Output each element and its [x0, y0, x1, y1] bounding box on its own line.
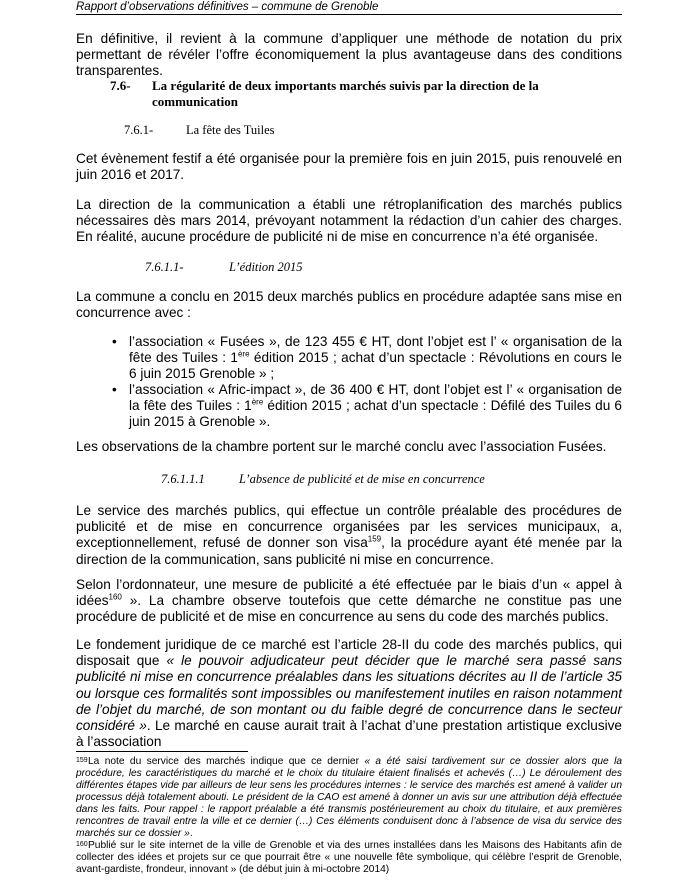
- section-heading-7-6-1: [124, 123, 275, 138]
- section-title: La régularité de deux importants marchés suivis par la direction de la communication: [152, 78, 539, 109]
- section-number: 7.6.1-: [124, 123, 154, 137]
- section-heading-7-6-1-1-1: [161, 472, 485, 487]
- bullet-icon: •: [112, 382, 117, 397]
- section-heading-7-6-1-1: [145, 260, 303, 275]
- section-number: 7.6.1.1-: [145, 260, 184, 274]
- footnote-159: 159 La note du service des marchés indique que ce dernier « a été saisi tardivement sur ce dossier alors que la procédure, les caractéristiques du marché et le choix du titulaire étaient finalisés et achevés (…) Le déroulement des différentes étapes vide par ailleurs de leur sens les procédures internes : le service des marchés est amené à valider un processus déjà totalement abouti. Le président de la CAO est amené à donner un avis sur une attribution déjà effectuée dans les faits. Pour rappel : le rapport préalable a été transmis postérieurement au choix du titulaire, et aux premières rencontres de travail entre la ville et ce dernier (…) Ces éléments conduisent donc à l’absence de visa du service des marchés sur ce dossier ».: [76, 756, 622, 839]
- intro-paragraph: En définitive, il revient à la commune d’appliquer une méthode de notation du prix permettant de révéler l’offre économiquement la plus avantageuse dans des conditions transparentes.: [76, 31, 622, 79]
- legal-quote: « le pouvoir adjudicateur peut décider que le marché sera passé sans publicité ni mise en concurrence préalables dans les situations décrites au II de l’article 35 ou lorsque ces formalités sont impossibles ou manifestement inutiles en raison notamment de l’objet du marché, de son montant ou du faible degré de concurrence dans le secteur considéré »: [76, 653, 622, 734]
- ordonnateur-paragraph: Selon l’ordonnateur, une mesure de publicité a été effectuée par le biais d’un « appel à idées$^{160}$ ». La chambre observe toutefois que cette démarche ne constitue pas une procédure de publicité et de mise en concurrence au sens du code des marchés publics.: [76, 577, 622, 625]
- list-item: • l’association « Afric-impact », de 36 400 € HT, dont l’objet est l’ « organisation de la fête des Tuiles : 1ère édition 2015 ; achat d’un spectacle : Défilé des Tuiles du 6 juin 2015 à Grenoble ».: [112, 382, 622, 429]
- contracts-list: [112, 334, 622, 430]
- legal-basis-paragraph: Le fondement juridique de ce marché est l’article 28-II du code des marchés publics, qui disposait que « le pouvoir adjudicateur peut décider que le marché sera passé sans publicité ni mise en concurrence préalables dans les situations décrites au II de l’article 35 ou lorsque ces formalités sont impossibles ou manifestement inutiles en raison notamment de l’objet du marché, de son montant ou du faible degré de concurrence dans le secteur considéré ». Le marché en cause aurait trait à l’achat d’une prestation artistique exclusive à l’association: [76, 637, 622, 750]
- section-number: 7.6-: [110, 78, 131, 93]
- footnote-160: 160 Publié sur le site internet de la ville de Grenoble et via des urnes installées dans les Maisons des Habitants afin de collecter des idées et projets sur ce que pourrait être « une nouvelle fête symbolique, qui célèbre l’esprit de Grenoble, avant-gardiste, frondeur, innovant » (de début juin à mi-octobre 2014): [76, 840, 622, 875]
- section-title: L’édition 2015: [229, 260, 303, 274]
- section-title: L’absence de publicité et de mise en concurrence: [239, 472, 485, 486]
- running-header: Rapport d’observations définitives – commune de Grenoble: [76, 1, 379, 13]
- bullet-icon: •: [112, 334, 117, 349]
- section-title: La fête des Tuiles: [186, 123, 275, 137]
- footnote-number: 160: [76, 841, 88, 848]
- header-divider: [76, 14, 622, 15]
- list-item: • l’association « Fusées », de 123 455 € HT, dont l’objet est l’ « organisation de la fête des Tuiles : 1ère édition 2015 ; achat d’un spectacle : Révolutions en cours le 6 juin 2015 Grenoble » ;: [112, 334, 622, 381]
- contracts-paragraph: La commune a conclu en 2015 deux marchés publics en procédure adaptée sans mise en concurrence avec :: [76, 289, 622, 321]
- footnote-number: 159: [76, 757, 88, 764]
- retroplanning-paragraph: La direction de la communication a établi une rétroplanification des marchés publics nécessaires dès mars 2014, prévoyant notamment la rédaction d’un cahier des charges. En réalité, aucune procédure de publicité ni de mise en concurrence n’a été organisée.: [76, 197, 622, 245]
- observations-paragraph: Les observations de la chambre portent sur le marché conclu avec l’association Fusées.: [76, 439, 607, 454]
- footnote-ref-160[interactable]: 160: [108, 592, 122, 602]
- footnote-ref-159[interactable]: 159: [367, 534, 382, 544]
- footnote-divider: [76, 751, 248, 752]
- section-heading-7-6: [110, 78, 622, 109]
- service-paragraph: Le service des marchés publics, qui effectue un contrôle préalable des procédures de publicité et de mise en concurrence organisées par les services municipaux, a, exceptionnellement, refusé de donner son visa$^{159}$, la procédure ayant été menée par la direction de la communication, sans publicité ni mise en concurrence.: [76, 503, 622, 567]
- event-paragraph: Cet évènement festif a été organisée pour la première fois en juin 2015, puis renouvelé en juin 2016 et 2017.: [76, 151, 622, 183]
- section-number: 7.6.1.1.1: [161, 472, 205, 486]
